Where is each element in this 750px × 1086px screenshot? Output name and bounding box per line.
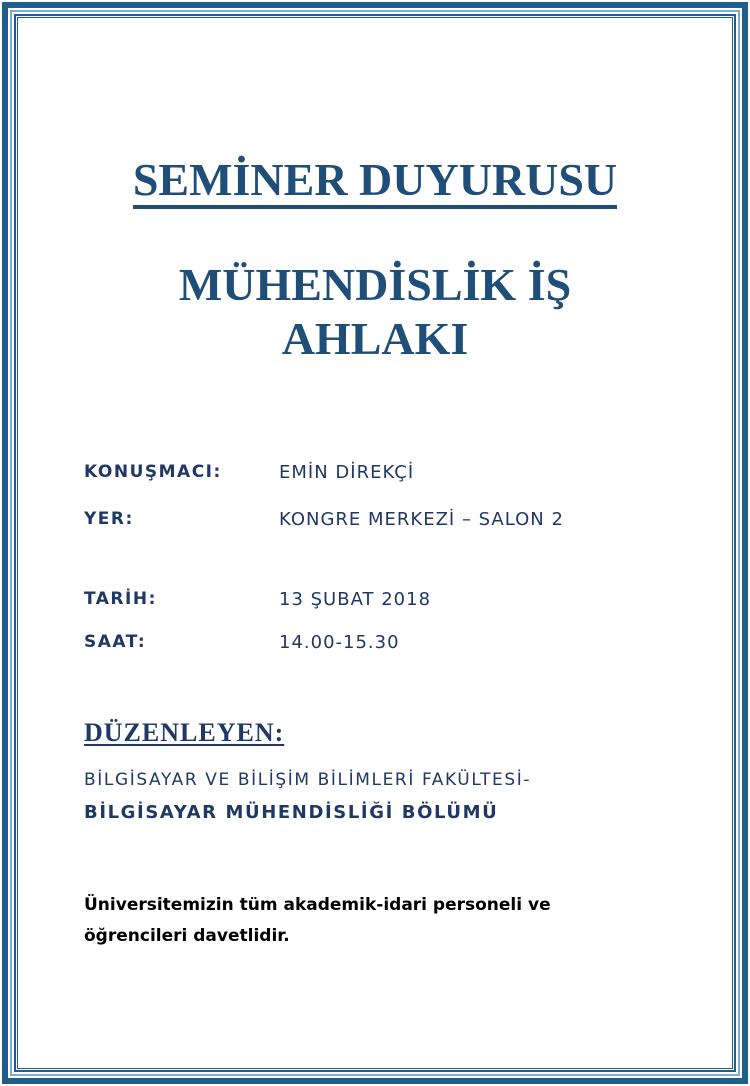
time-label: SAAT: [84, 632, 147, 652]
speaker-value: EMİN DİREKÇİ [279, 462, 415, 483]
date-label: TARİH: [84, 589, 157, 609]
invitation-text [84, 890, 644, 952]
organizer-faculty: BİLGİSAYAR VE BİLİŞİM BİLİMLERİ FAKÜLTESİ- [84, 770, 532, 790]
organizer-department: BİLGİSAYAR MÜHENDİSLİĞİ BÖLÜMÜ [84, 802, 499, 823]
seminar-topic-line2: AHLAKI [281, 313, 469, 364]
time-value: 14.00-15.30 [279, 632, 400, 653]
organizer-heading: DÜZENLEYEN: [84, 718, 285, 747]
invitation-line2: öğrencileri davetlidir. [84, 926, 290, 946]
location-value: KONGRE MERKEZİ – SALON 2 [279, 509, 564, 530]
seminar-topic [0, 258, 750, 366]
announcement-title [0, 152, 750, 208]
speaker-label: KONUŞMACI: [84, 462, 222, 482]
date-value: 13 ŞUBAT 2018 [279, 589, 432, 610]
location-label: YER: [84, 509, 134, 529]
seminar-topic-line1: MÜHENDİSLİK İŞ [178, 259, 572, 310]
announcement-title-text: SEMİNER DUYURUSU [133, 154, 617, 209]
invitation-line1: Üniversitemizin tüm akademik-idari personeli ve [84, 895, 551, 915]
